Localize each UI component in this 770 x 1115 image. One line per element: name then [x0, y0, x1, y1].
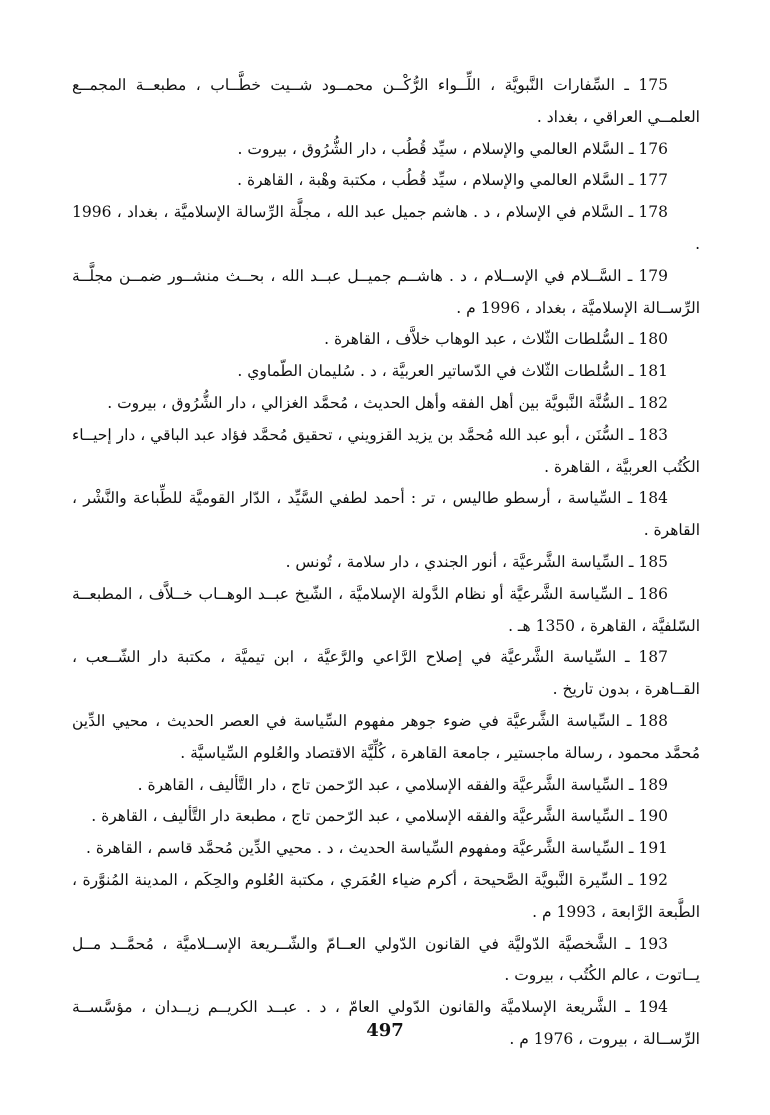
- bibliography-entry: 181 ـ السُّلطات الثّلاث في الدّساتير العربيَّة ، د . سُليمان الطّماوي .: [237, 362, 668, 381]
- bibliography-entry: 182 ـ السُّنَّة النَّبويَّة بين أهل الفقه وأهل الحديث ، مُحمَّد الغزالي ، دار الشُّرُوق ، بيروت .: [107, 393, 668, 412]
- page-number: 497: [366, 1020, 404, 1041]
- bibliography-entry: 186 ـ السِّياسة الشَّرعيَّة أو نظام الدَّولة الإسلاميَّة ، الشّيخ عبــد الوهــاب خــلاَّف ، المطبعــة السّلفيَّة ، القاهرة ، 1350 هـ .: [72, 584, 700, 635]
- bibliography-entry: 179 ـ السَّــلام في الإســلام ، د . هاشــم جميــل عبــد الله ، بحــث منشــور ضمــن مجلَّــة الرِّســالة الإسلاميَّة ، بغداد ، 1996 م .: [72, 266, 700, 317]
- bibliography-entry: 190 ـ السِّياسة الشَّرعيَّة والفقه الإسلامي ، عبد الرّحمن تاج ، مطبعة دار التَّأليف ، القاهرة .: [91, 807, 668, 826]
- bibliography-entry: 187 ـ السِّياسة الشَّرعيَّة في إصلاح الرَّاعي والرَّعيَّة ، ابن تيميَّة ، مكتبة دار الشّــعب ، القــاهرة ، بدون تاريخ .: [72, 648, 700, 699]
- bibliography-entry: 188 ـ السِّياسة الشَّرعيَّة في ضوء جوهر مفهوم السِّياسة في العصر الحديث ، محيي الدِّين مُحمَّد محمود ، رسالة ماجستير ، جامعة القاهرة ، كُلِّيَّة الاقتصاد والعُلوم السِّياسيَّة .: [72, 711, 700, 762]
- bibliography-entry: 180 ـ السُّلطات الثّلاث ، عبد الوهاب خلاَّف ، القاهرة .: [324, 330, 668, 349]
- bibliography-entry: 185 ـ السِّياسة الشَّرعيَّة ، أنور الجندي ، دار سلامة ، تُونس .: [285, 552, 668, 571]
- bibliography-entry: 177 ـ السَّلام العالمي والإسلام ، سيِّد قُطُب ، مكتبة وهْبة ، القاهرة .: [237, 171, 668, 190]
- bibliography-entry: 192 ـ السِّيرة النَّبويَّة الصَّحيحة ، أكرم ضياء العُمَري ، مكتبة العُلوم والحِكَم ، المدينة المُنوَّرة ، الطَّبعة الرَّابعة ، 1993 م .: [72, 870, 700, 921]
- bibliography-entry: 184 ـ السِّياسة ، أرسطو طاليس ، تر : أحمد لطفي السَّيِّد ، الدّار القوميَّة للطِّباعة والنَّشْر ، القاهرة .: [72, 489, 700, 540]
- bibliography-entry: 194 ـ الشَّريعة الإسلاميَّة والقانون الدّولي العامّ ، د . عبــد الكريــم زيــدان ، مؤسَّســة الرِّســالة ، بيروت ، 1976 م .: [72, 998, 700, 1048]
- bibliography-entry: 189 ـ السِّياسة الشَّرعيَّة والفقه الإسلامي ، عبد الرّحمن تاج ، دار التَّأليف ، القاهرة .: [137, 775, 668, 794]
- bibliography-entry: 175 ـ السِّفارات النَّبويَّة ، اللِّــواء الرُّكْــن محمــود شــيت خطَّــاب ، مطبعــة المجمــع العلمــي العراقي ، بغداد .: [72, 76, 700, 126]
- bibliography-entry: 191 ـ السِّياسة الشَّرعيَّة ومفهوم السِّياسة الحديث ، د . محيي الدِّين مُحمَّد قاسم ، القاهرة .: [85, 839, 668, 858]
- bibliography-entry: 178 ـ السَّلام في الإسلام ، د . هاشم جميل عبد الله ، مجلَّة الرِّسالة الإسلاميَّة ، بغداد ، 1996 .: [72, 203, 700, 253]
- bibliography-entry: 193 ـ الشَّخصيَّة الدّوليَّة في القانون الدّولي العــامّ والشّــريعة الإســلاميَّة ، مُحمَّــد مــل يــاتوت ، عالم الكُتُب ، بيروت .: [72, 934, 700, 985]
- bibliography-entry: 176 ـ السَّلام العالمي والإسلام ، سيِّد قُطُب ، دار الشُّرُوق ، بيروت .: [237, 139, 668, 158]
- bibliography-entry: 183 ـ السُّنَن ، أبو عبد الله مُحمَّد بن يزيد القزويني ، تحقيق مُحمَّد فؤاد عبد الباقي ، دار إحيــاء الكُتُب العربيَّة ، القاهرة .: [72, 425, 700, 476]
- bibliography-list: [72, 70, 700, 1056]
